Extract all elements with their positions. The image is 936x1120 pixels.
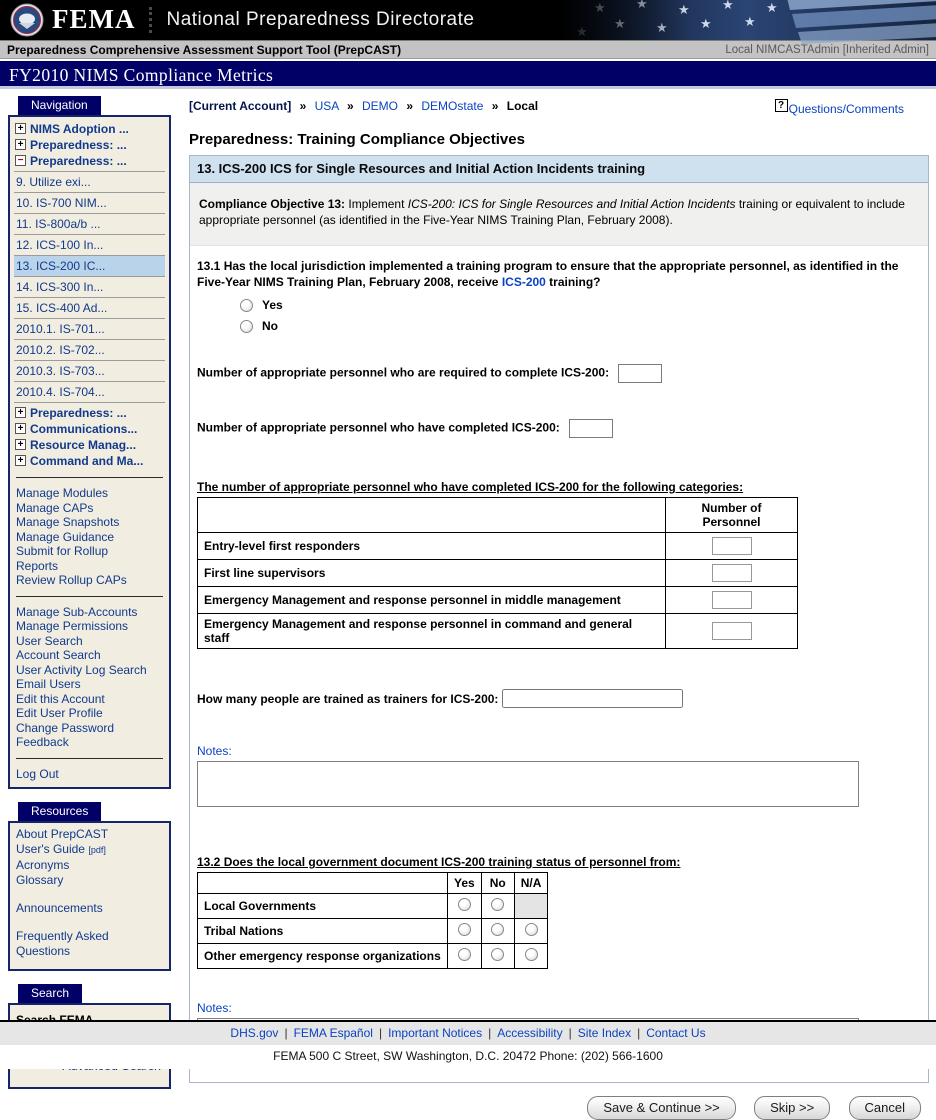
skip-button[interactable]: Skip >> [754,1096,830,1120]
radio-yes-label: Yes [262,298,283,313]
expand-icon[interactable]: + [15,423,26,434]
nav-group-preparedness-3[interactable] [14,405,165,421]
nav-group-resource-management[interactable] [14,437,165,453]
breadcrumb-current-account[interactable]: [Current Account] [189,99,292,113]
nav-group-label-command-management[interactable]: Command and Ma... [30,454,144,468]
nav-item-9[interactable]: 9. Utilize exi... [14,171,165,193]
breadcrumb-demostate[interactable]: DEMOstate [421,99,484,113]
cancel-button[interactable]: Cancel [849,1096,921,1120]
no-header: No [481,873,514,894]
pdf-tag: [pdf] [88,845,106,855]
sidebar-link-glossary[interactable]: Glossary [16,873,64,887]
footer [0,1020,936,1069]
table-row [198,919,548,944]
table-header-row [198,498,798,533]
nav-group-label-resource-management[interactable]: Resource Manag... [30,438,137,452]
header-divider [149,7,152,33]
row-label: First line supervisors [198,560,666,587]
users-guide-label: User's Guide [16,842,85,856]
breadcrumb-demo[interactable]: DEMO [361,99,398,113]
nav-item-2010-3[interactable]: 2010.3. IS-703... [14,361,165,382]
other-organizations-na-radio[interactable] [525,948,538,961]
nav-group-preparedness-1[interactable] [14,137,165,153]
flag-image [556,0,936,40]
nav-group-label-preparedness-2[interactable]: Preparedness: ... [30,154,127,168]
breadcrumb [189,99,930,116]
footer-link-site-index[interactable]: Site Index [577,1026,632,1040]
objective-label: Compliance Objective 13: [199,197,346,211]
sidebar-link-user-activity-log-search[interactable]: User Activity Log Search [16,662,147,677]
app-title-bar [0,40,936,59]
breadcrumb-separator: » [346,99,354,113]
other-organizations-yes-radio[interactable] [458,948,471,961]
nav-item-12[interactable]: 12. ICS-100 In... [14,235,165,256]
sidebar-link-manage-guidance[interactable]: Manage Guidance [16,529,115,544]
completed-personnel-input[interactable] [569,419,613,438]
radio-no-label: No [262,319,278,334]
nav-group-communications[interactable] [14,421,165,437]
sidebar-link-review-rollup-caps[interactable]: Review Rollup CAPs [16,573,127,587]
row-label: Other emergency response organizations [198,944,448,969]
sidebar-link-announcements[interactable]: Announcements [16,901,103,915]
tribal-nations-na-radio[interactable] [525,923,538,936]
expand-icon[interactable]: + [15,439,26,450]
yes-header: Yes [448,873,482,894]
local-governments-no-radio[interactable] [491,898,504,911]
tribal-nations-no-radio[interactable] [491,923,504,936]
table-row [198,944,548,969]
sidebar-link-account-search[interactable]: Account Search [16,648,101,662]
notes-label-1: Notes: [197,744,232,759]
question-icon[interactable]: ? [775,99,788,112]
questions-comments-link[interactable]: Questions/Comments [788,102,904,116]
empty-header-cell [198,873,448,894]
table-row [198,894,548,919]
compliance-objective [190,183,928,246]
nav-group-label-nims-adoption[interactable]: NIMS Adoption ... [30,122,129,136]
expand-icon[interactable]: + [15,407,26,418]
table-header-row [198,873,548,894]
sidebar-divider [16,596,163,597]
sidebar-link-submit-for-rollup[interactable]: Submit for Rollup [16,544,109,558]
command-general-staff-input[interactable] [712,622,752,640]
sidebar-divider [16,758,163,759]
local-governments-na-disabled-cell [514,894,548,919]
nav-item-11[interactable]: 11. IS-800a/b ... [14,214,165,235]
directorate-title: National Preparedness Directorate [166,9,475,30]
question-13-1 [197,259,921,291]
tribal-nations-yes-radio[interactable] [458,923,471,936]
action-buttons [189,1096,921,1120]
sidebar-divider [16,477,163,478]
sidebar-link-reports[interactable]: Reports [16,558,59,573]
row-label: Local Governments [198,894,448,919]
personnel-table [197,497,798,649]
entry-level-first-responders-input[interactable] [712,537,752,555]
sidebar-link-feedback[interactable]: Feedback [16,735,69,749]
footer-link-important-notices[interactable]: Important Notices [388,1026,483,1040]
footer-link-contact-us[interactable]: Contact Us [646,1026,706,1040]
empty-header-cell [198,498,666,533]
footer-links [0,1020,936,1045]
sidebar [0,96,180,1102]
sidebar-link-manage-snapshots[interactable]: Manage Snapshots [16,515,120,529]
number-of-personnel-header: Number of Personnel [666,498,798,533]
footer-link-fema-espanol[interactable]: FEMA Español [293,1026,373,1040]
objective-text-pre: Implement [345,197,408,211]
sidebar-link-acronyms[interactable]: Acronyms [16,858,70,872]
save-continue-button[interactable]: Save & Continue >> [587,1096,735,1120]
trainers-input[interactable] [502,689,683,708]
categories-heading: The number of appropriate personnel who have completed ICS-200 for the following categories: [197,480,744,495]
footer-separator: | [637,1026,641,1040]
expand-icon[interactable]: + [15,139,26,150]
nav-item-2010-4[interactable]: 2010.4. IS-704... [14,382,165,403]
section-header: 13. ICS-200 ICS for Single Resources and Initial Action Incidents training [190,156,928,183]
radio-no[interactable] [240,320,253,333]
sidebar-link-email-users[interactable]: Email Users [16,677,81,691]
question-13-1-text-post: training? [545,275,601,290]
sidebar-link-manage-sub-accounts[interactable]: Manage Sub-Accounts [16,604,138,619]
nav-item-13-selected[interactable]: 13. ICS-200 IC... [14,256,165,277]
sidebar-link-user-search[interactable]: User Search [16,633,83,648]
nav-item-14[interactable]: 14. ICS-300 In... [14,277,165,298]
sidebar-link-manage-permissions[interactable]: Manage Permissions [16,619,129,633]
objective-text-italic: ICS-200: ICS for Single Resources and Initial Action Incidents [407,197,736,211]
question-13-1-text: 13.1 Has the local jurisdiction implemented a training program to ensure that the appropriate personnel, as identified in the Five-Year NIMS Training Plan, February 2008, receive [197,259,899,290]
footer-link-dhs-gov[interactable]: DHS.gov [230,1026,279,1040]
sidebar-link-manage-caps[interactable]: Manage CAPs [16,500,94,515]
expand-icon[interactable]: + [15,123,26,134]
notes-label-2: Notes: [197,1001,232,1016]
training-status-table [197,872,548,969]
sidebar-link-log-out[interactable]: Log Out [16,766,59,781]
footer-address: FEMA 500 C Street, SW Washington, D.C. 20472 Phone: (202) 566-1600 [0,1045,936,1069]
row-label: Emergency Management and response personnel in command and general staff [198,614,666,649]
radio-yes[interactable] [240,299,253,312]
completed-personnel-label: Number of appropriate personnel who have completed ICS-200: [197,420,560,435]
local-governments-yes-radio[interactable] [458,898,471,911]
nav-group-label-preparedness-1[interactable]: Preparedness: ... [30,138,127,152]
user-status: Local NIMCASTAdmin [Inherited Admin] [725,43,929,56]
row-label: Entry-level first responders [198,533,666,560]
navigation-panel [8,115,171,789]
nav-group-label-communications[interactable]: Communications... [30,422,138,436]
table-row [198,614,798,649]
required-personnel-input[interactable] [618,364,662,383]
footer-separator: | [378,1026,383,1040]
page-title: Preparedness: Training Compliance Objectives [189,131,525,148]
row-label: Emergency Management and response personnel in middle management [198,587,666,614]
breadcrumb-separator: » [299,99,307,113]
nav-item-2010-2[interactable]: 2010.2. IS-702... [14,340,165,361]
sidebar-link-manage-modules[interactable]: Manage Modules [16,486,109,500]
nav-group-label-preparedness-3[interactable]: Preparedness: ... [30,406,127,420]
footer-link-accessibility[interactable]: Accessibility [497,1026,563,1040]
question-13-2: 13.2 Does the local government document ICS-200 training status of personnel from: [197,855,681,870]
first-line-supervisors-input[interactable] [712,564,752,582]
app-title: Preparedness Comprehensive Assessment Support Tool (PrepCAST) [7,42,402,57]
nav-group-preparedness-2-expanded[interactable] [14,153,165,169]
resources-panel [8,821,171,971]
fema-wordmark: FEMA [52,3,136,34]
nav-item-15[interactable]: 15. ICS-400 Ad... [14,298,165,319]
footer-separator: | [488,1026,492,1040]
breadcrumb-separator: » [406,99,414,113]
sidebar-link-users-guide[interactable] [14,842,165,858]
nav-item-10[interactable]: 10. IS-700 NIM... [14,193,165,214]
breadcrumb-usa[interactable]: USA [314,99,339,113]
notes-textarea-1[interactable] [197,761,859,807]
nav-item-2010-1[interactable]: 2010.1. IS-701... [14,319,165,340]
footer-separator: | [284,1026,288,1040]
page-banner: FY2010 NIMS Compliance Metrics [0,61,936,89]
row-label: Tribal Nations [198,919,448,944]
navigation-panel-title: Navigation [18,96,101,115]
table-row [198,533,798,560]
top-header [0,0,936,40]
nav-group-nims-adoption[interactable] [14,121,165,137]
objective-text-post: training or equivalent to include appropriate personnel (as identified in the Five-Year NIMS Training Plan, February 2008). [199,197,905,228]
nav-group-command-management[interactable] [14,453,165,469]
trainers-label: How many people are trained as trainers for ICS-200: [197,692,499,707]
breadcrumb-separator: » [491,99,499,113]
main-content [180,96,936,1120]
expand-icon[interactable]: + [15,455,26,466]
sidebar-link-change-password[interactable]: Change Password [16,720,115,735]
table-row [198,560,798,587]
sidebar-link-faq[interactable]: Frequently Asked Questions [16,929,109,958]
footer-separator: | [568,1026,572,1040]
form-panel [189,155,929,1083]
sidebar-link-edit-this-account[interactable]: Edit this Account [16,691,105,706]
table-row [198,587,798,614]
required-personnel-label: Number of appropriate personnel who are required to complete ICS-200: [197,365,610,380]
search-panel-title: Search [18,984,82,1003]
na-header: N/A [514,873,548,894]
middle-management-input[interactable] [712,591,752,609]
sidebar-link-about-prepcast[interactable]: About PrepCAST [16,827,109,841]
dhs-seal-logo [10,3,44,37]
breadcrumb-local: Local [506,99,539,113]
sidebar-link-edit-user-profile[interactable]: Edit User Profile [16,706,103,720]
other-organizations-no-radio[interactable] [491,948,504,961]
collapse-icon[interactable]: − [15,155,26,166]
resources-panel-title: Resources [18,802,101,821]
ics-200-link[interactable]: ICS-200 [501,275,546,290]
